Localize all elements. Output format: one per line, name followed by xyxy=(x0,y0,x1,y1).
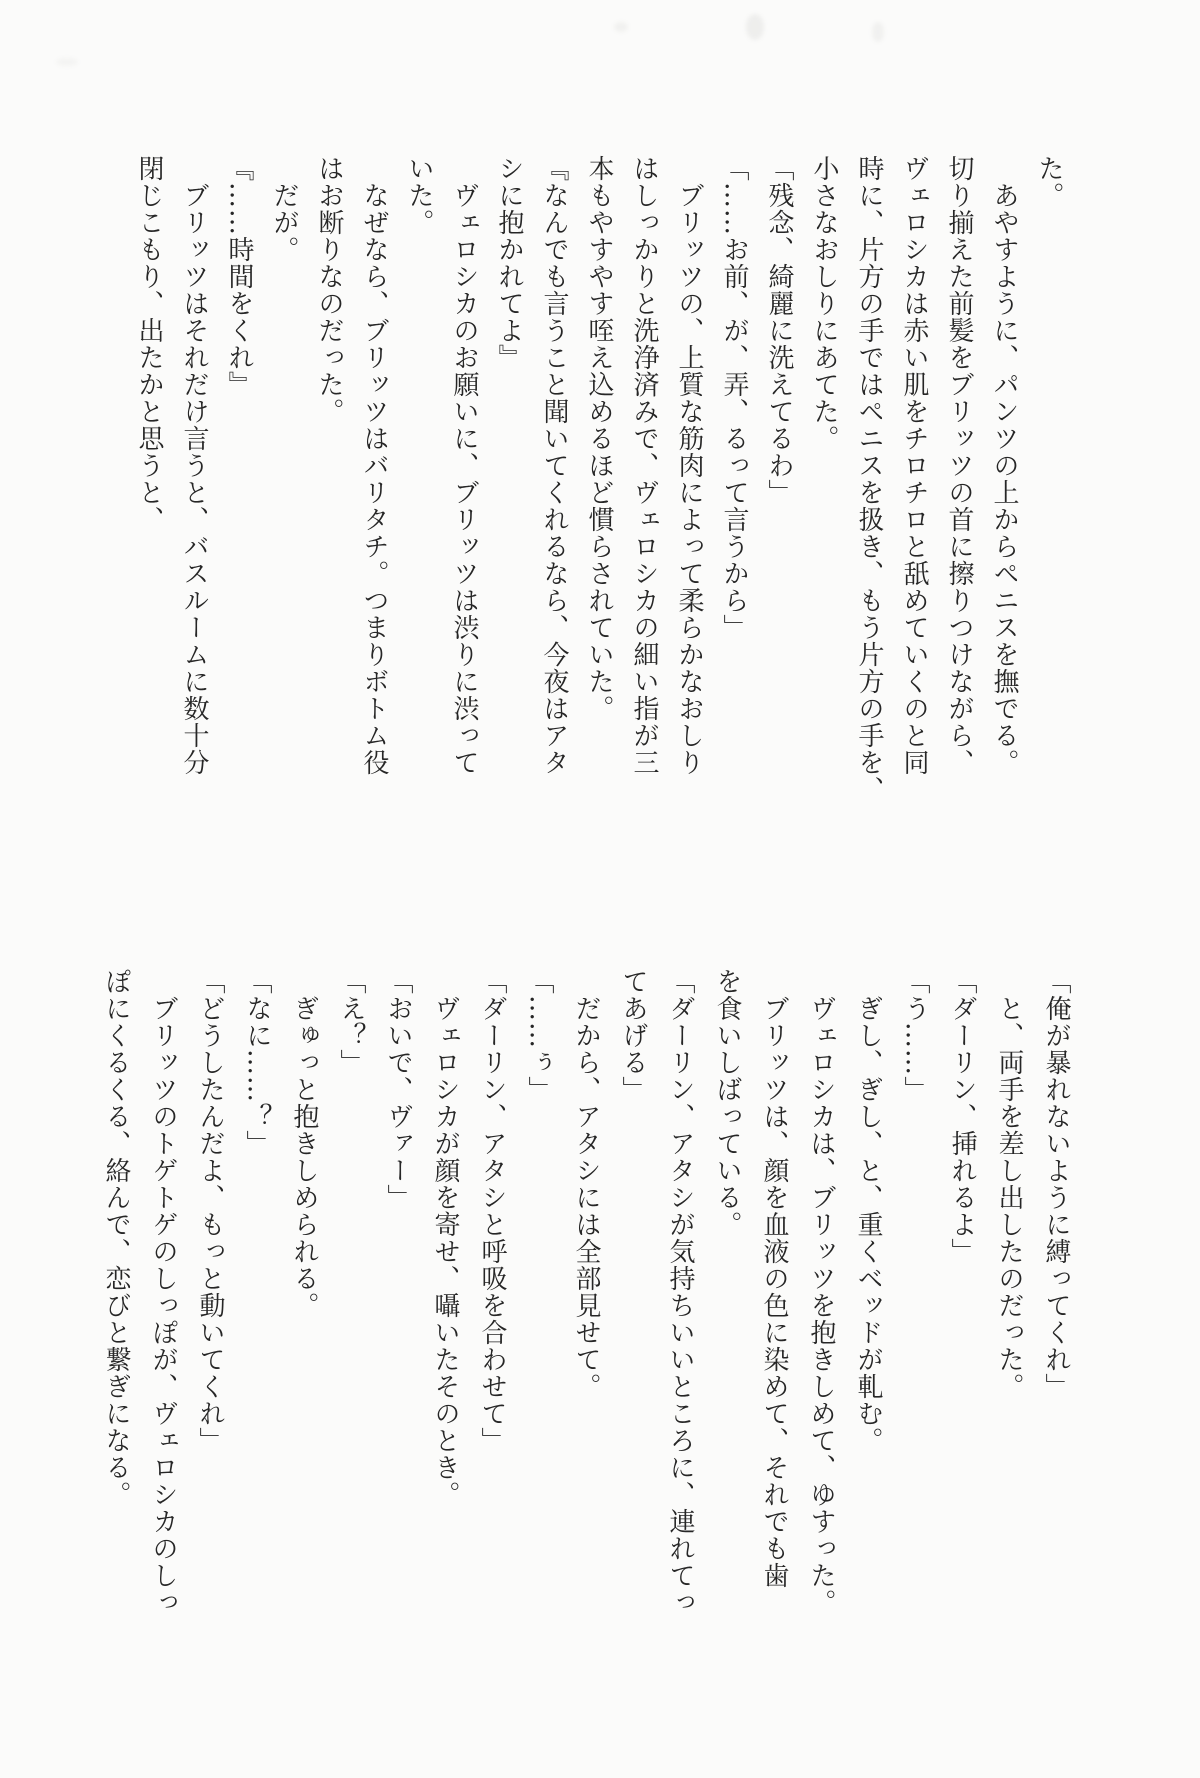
text-column: てあげる」 xyxy=(618,968,648,1103)
text-column: ブリッツは、顔を血液の色に染めて、それでも歯 xyxy=(759,968,789,1589)
text-column: シに抱かれてよ』 xyxy=(494,155,524,371)
text-column: だが。 xyxy=(269,155,299,263)
text-column: 「ダーリン、アタシと呼吸を合わせて」 xyxy=(477,968,507,1454)
text-column: ヴェロシカのお願いに、ブリッツは渋りに渋って xyxy=(449,155,479,776)
text-column: と、両手を差し出したのだった。 xyxy=(994,968,1024,1400)
text-column: 「え？」 xyxy=(336,968,366,1076)
text-column: だから、アタシには全部見せて。 xyxy=(571,968,601,1400)
text-column: 「ダーリン、挿れるよ」 xyxy=(947,968,977,1265)
scan-smudge xyxy=(746,14,764,40)
lower-text-block xyxy=(92,968,1079,1698)
text-column: 「う……」 xyxy=(900,968,930,1103)
scan-smudge xyxy=(614,22,628,32)
text-column: 「残念、綺麗に洗えてるわ」 xyxy=(764,155,794,506)
text-column: 「……ぅ」 xyxy=(524,968,554,1103)
text-column: 「ダーリン、アタシが気持ちいいところに、連れてっ xyxy=(665,968,695,1616)
text-column: ヴェロシカが顔を寄せ、囁いたそのとき。 xyxy=(430,968,460,1508)
text-column: はお断りなのだった。 xyxy=(314,155,344,425)
text-column: ぎゅっと抱きしめられる。 xyxy=(289,968,319,1319)
text-column: 本もやすやす咥え込めるほど慣らされていた。 xyxy=(584,155,614,722)
text-column: 切り揃えた前髪をブリッツの首に擦りつけながら、 xyxy=(944,155,974,776)
text-column: 『……時間をくれ』 xyxy=(224,155,254,398)
text-column: ヴェロシカは、ブリッツを抱きしめて、ゆすった。 xyxy=(806,968,836,1616)
text-column: 小さなおしりにあてた。 xyxy=(809,155,839,452)
text-column: はしっかりと洗浄済みで、ヴェロシカの細い指が三 xyxy=(629,155,659,776)
text-column: ヴェロシカは赤い肌をチロチロと舐めていくのと同 xyxy=(899,155,929,776)
text-column: ぽにくるくる、絡んで、恋びと繋ぎになる。 xyxy=(101,968,131,1508)
text-column: ブリッツのトゲトゲのしっぽが、ヴェロシカのしっ xyxy=(148,968,178,1616)
text-column: ブリッツの、上質な筋肉によって柔らかなおしり xyxy=(674,155,704,776)
text-column: 「なに……？」 xyxy=(242,968,272,1157)
text-column: 「俺が暴れないように縛ってくれ」 xyxy=(1041,968,1071,1400)
scan-smudge xyxy=(872,22,884,42)
text-column: 「どうしたんだよ、もっと動いてくれ」 xyxy=(195,968,225,1454)
text-column: ぎし、ぎし、と、重くベッドが軋む。 xyxy=(853,968,883,1454)
text-column: ブリッツはそれだけ言うと、バスルームに数十分 xyxy=(179,155,209,776)
text-column: いた。 xyxy=(404,155,434,236)
upper-text-block xyxy=(126,155,1071,885)
text-column: た。 xyxy=(1034,155,1064,209)
text-column: なぜなら、ブリッツはバリタチ。つまりボトム役 xyxy=(359,155,389,776)
text-column: 『なんでも言うこと聞いてくれるなら、今夜はアタ xyxy=(539,155,569,776)
text-column: 「おいで、ヴァー」 xyxy=(383,968,413,1211)
scan-smudge xyxy=(56,58,78,66)
text-column: 「……お前、が、弄、るって言うから」 xyxy=(719,155,749,641)
text-column: あやすように、パンツの上からペニスを撫でる。 xyxy=(989,155,1019,776)
text-column: 閉じこもり、出たかと思うと、 xyxy=(134,155,164,533)
text-column: 時に、片方の手ではペニスを扱き、もう片方の手を、 xyxy=(854,155,884,803)
text-column: を食いしばっている。 xyxy=(712,968,742,1238)
